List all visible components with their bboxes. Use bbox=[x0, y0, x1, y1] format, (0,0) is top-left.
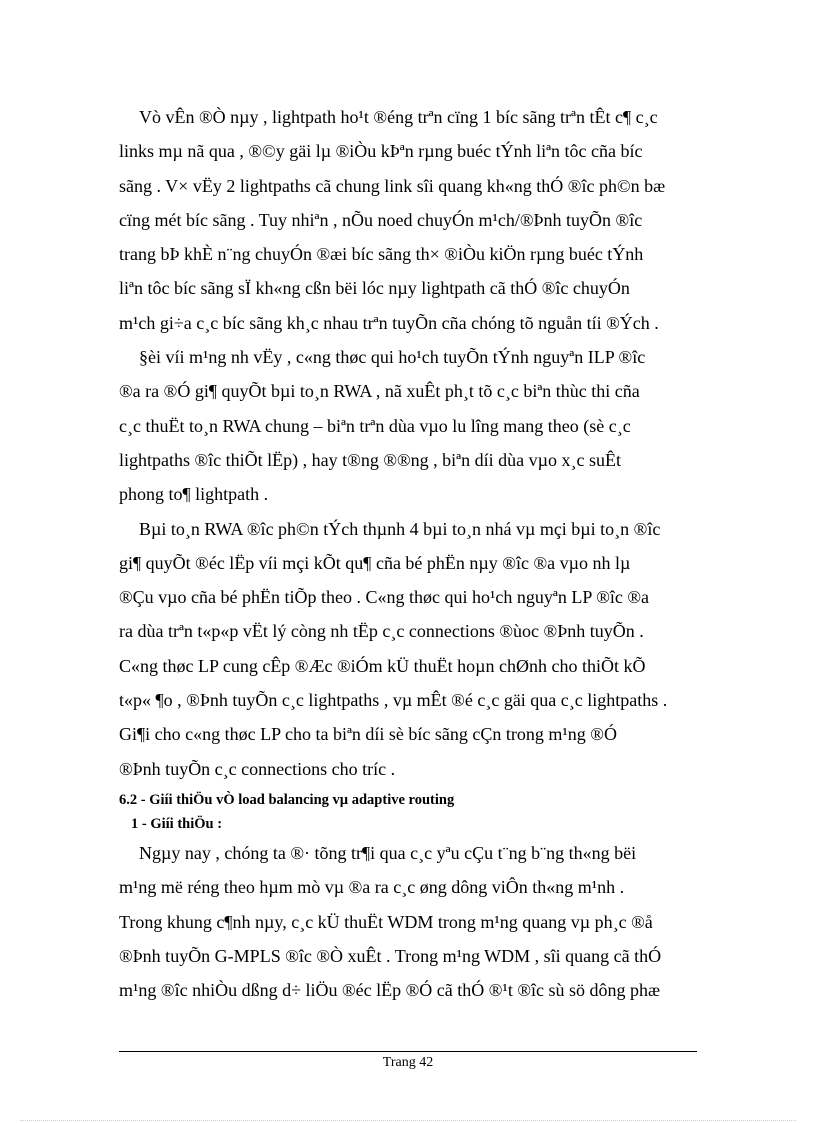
text-line: cïng mét bíc sãng . Tuy nhiªn , nÕu noed chuyÓn m¹ch/®Þnh tuyÕn ®îc bbox=[119, 209, 643, 230]
text-line: lightpaths ®îc thiÕt lËp) , hay t®ng ®®ng , biªn díi dùa vµo x¸c suÊt bbox=[119, 449, 621, 470]
text-line: §èi víi m¹ng nh vËy , c«ng thøc qui ho¹ch tuyÕn tÝnh nguyªn ILP ®îc bbox=[139, 347, 646, 368]
text-line: liªn tôc bíc sãng sÏ kh«ng cßn bëi lóc nµy lightpath cã thÓ ®îc chuyÓn bbox=[119, 278, 630, 299]
subsection-heading: 1 - Giíi thiÖu : bbox=[131, 815, 223, 832]
text-line: m¹ng ®îc nhiÒu dßng d÷ liÖu ®éc lËp ®Ó cã thÓ ®¹t ®îc sù sö dông phæ bbox=[119, 980, 661, 1001]
text-line: m¹ng më réng theo hµm mò vµ ®a ra c¸c øng dông viÔn th«ng m¹nh . bbox=[119, 877, 625, 898]
text-line: Trong khung c¶nh nµy, c¸c kÜ thuËt WDM trong m¹ng quang vµ ph¸c ®å bbox=[119, 911, 653, 932]
text-line: Bµi to¸n RWA ®îc ph©n tÝch thµnh 4 bµi to¸n nhá vµ mçi bµi to¸n ®îc bbox=[139, 518, 661, 539]
text-line: ®Çu vµo cña bé phËn tiÕp theo . C«ng thøc qui ho¹ch nguyªn LP ®îc ®a bbox=[119, 587, 650, 608]
text-line: Vò vÊn ®Ò nµy , lightpath ho¹t ®éng trªn cïng 1 bíc sãng trªn tÊt c¶ c¸c bbox=[139, 107, 658, 127]
text-line: c¸c thuËt to¸n RWA chung – biªn trªn dùa vµo lu lîng mang theo (sè c¸c bbox=[119, 415, 631, 436]
paragraph-2 bbox=[119, 340, 697, 511]
paragraph-4 bbox=[119, 836, 697, 1007]
text-line: ®Þnh tuyÕn c¸c connections cho tríc . bbox=[119, 758, 396, 779]
paragraph-1 bbox=[119, 100, 697, 340]
text-line: ®a ra ®Ó gi¶ quyÕt bµi to¸n RWA , nã xuÊt ph¸t tõ c¸c biªn thùc thi cña bbox=[119, 381, 640, 402]
text-line: links mµ nã qua , ®©y gäi lµ ®iÒu kÞªn rµng buéc tÝnh liªn tôc cña bíc bbox=[119, 141, 643, 162]
section-heading: 6.2 - Giíi thiÖu vÒ load balancing vµ adaptive routing bbox=[119, 791, 455, 808]
text-line: sãng . V× vËy 2 lightpaths cã chung link sîi quang kh«ng thÓ ®îc ph©n bæ bbox=[119, 175, 666, 196]
page-content bbox=[119, 100, 697, 1007]
text-line: gi¶ quyÕt ®éc lËp víi mçi kÕt qu¶ cña bé phËn nµy ®îc ®a vµo nh lµ bbox=[119, 552, 631, 573]
text-line: trang bÞ khÈ n¨ng chuyÓn ®æi bíc sãng th× ®iÒu kiÖn rµng buéc tÝnh bbox=[119, 244, 644, 265]
text-line: t«p« ¶o , ®Þnh tuyÕn c¸c lightpaths , vµ mÊt ®é c¸c gäi qua c¸c lightpaths . bbox=[119, 690, 668, 711]
text-line: Ngµy nay , chóng ta ®· tõng tr¶i qua c¸c yªu cÇu t¨ng b¨ng th«ng bëi bbox=[139, 842, 637, 863]
text-line: ®Þnh tuyÕn G-MPLS ®îc ®Ò xuÊt . Trong m¹ng WDM , sîi quang cã thÓ bbox=[119, 945, 662, 966]
text-line: Gi¶i cho c«ng thøc LP cho ta biªn díi sè bíc sãng cÇn trong m¹ng ®Ó bbox=[119, 724, 617, 745]
page-edge-divider bbox=[20, 1120, 796, 1121]
text-line: C«ng thøc LP cung cÊp ®Æc ®iÓm kÜ thuËt hoµn chØnh cho thiÕt kÕ bbox=[119, 655, 646, 676]
text-line: phong to¶ lightpath . bbox=[119, 484, 269, 505]
text-line: m¹ch gi÷a c¸c bíc sãng kh¸c nhau trªn tuyÕn cña chóng tõ nguån tíi ®Ých . bbox=[119, 312, 659, 333]
text-line: ra dùa trªn t«p«p vËt lý còng nh tËp c¸c connections ®ùoc ®Þnh tuyÕn . bbox=[119, 621, 644, 642]
paragraph-3 bbox=[119, 512, 697, 786]
page-number: Trang 42 bbox=[382, 1055, 434, 1070]
footer-divider bbox=[119, 1051, 697, 1052]
